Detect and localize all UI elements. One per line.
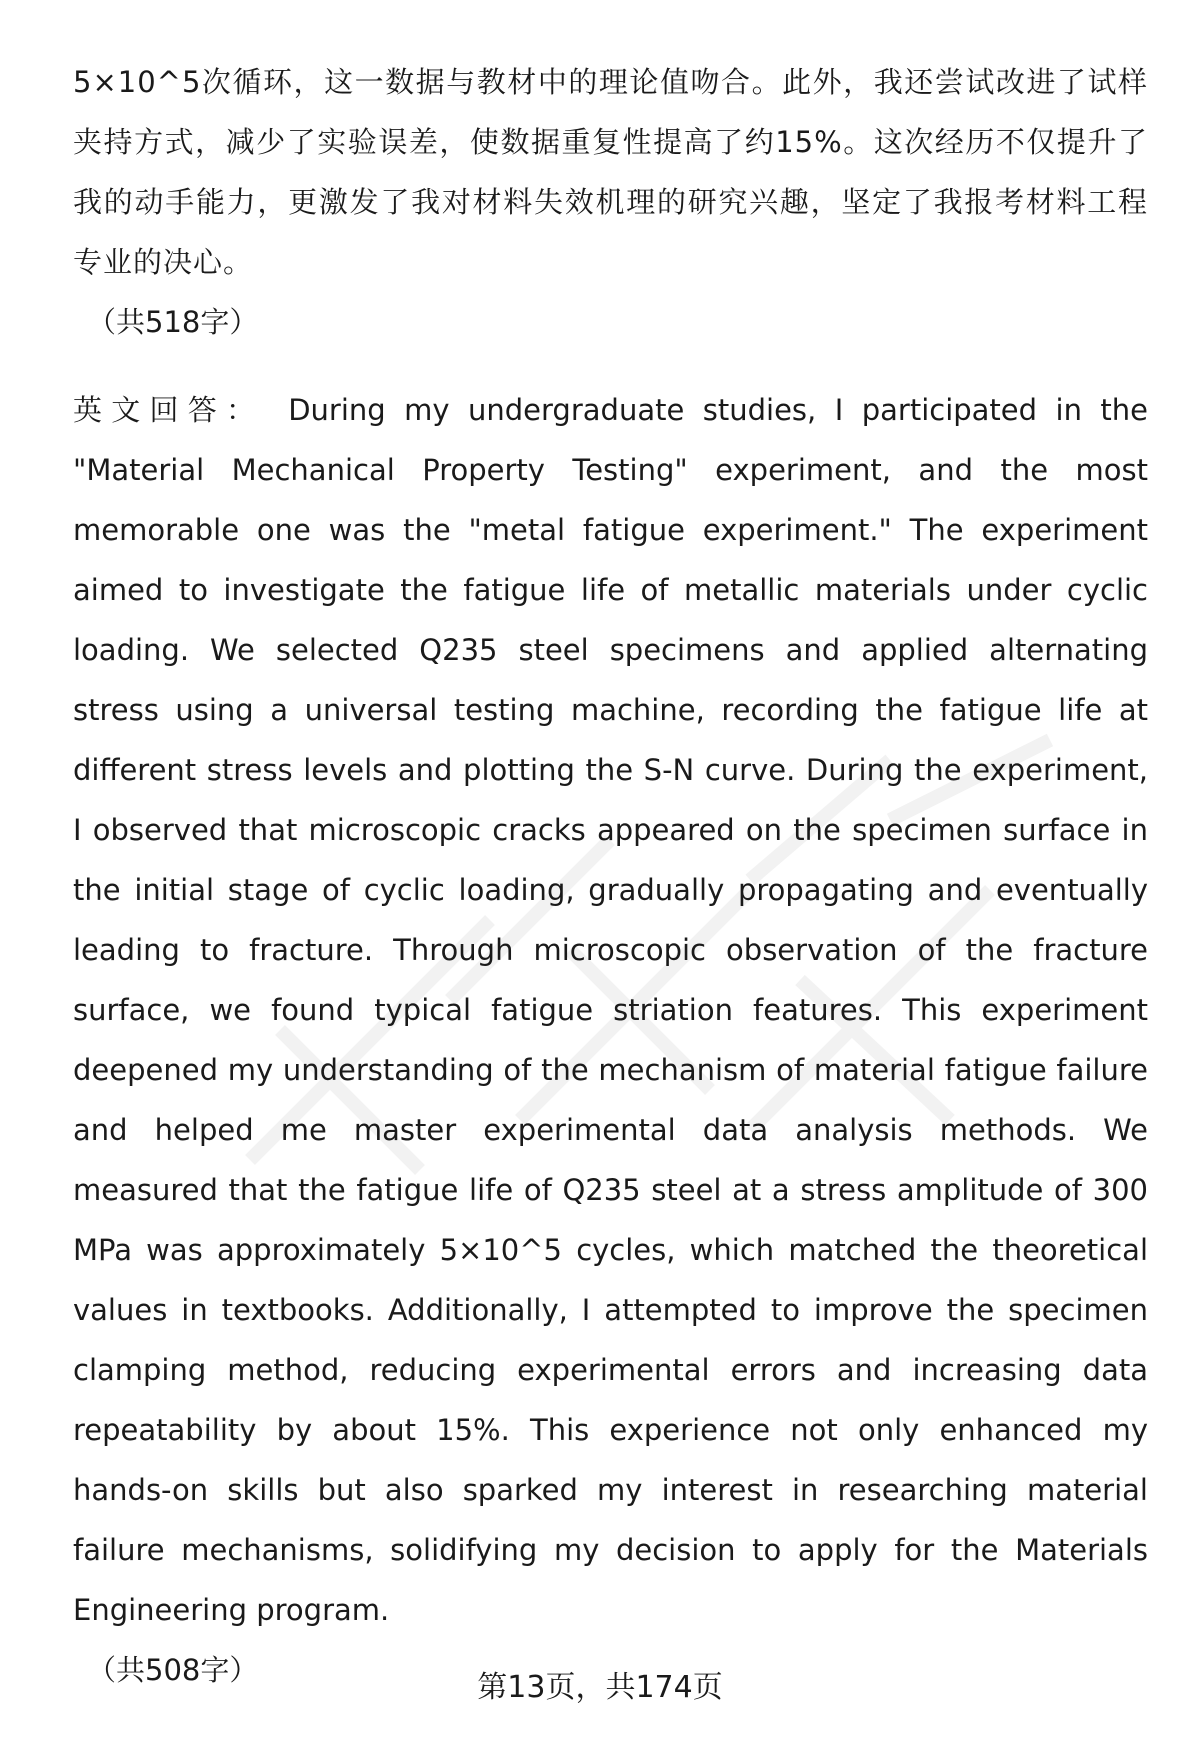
document-body (73, 52, 1148, 1700)
page-indicator: 第13页，共174页 (477, 1670, 723, 1705)
chinese-answer-continuation: 5×10^5次循环，这一数据与教材中的理论值吻合。此外，我还尝试改进了试样夹持方式，减少了实验误差，使数据重复性提高了约15%。这次经历不仅提升了我的动手能力，更激发了我对材料失效机理的研究兴趣，坚定了我报考材料工程专业的决心。 (73, 65, 1148, 279)
section-gap (73, 352, 1148, 380)
english-answer-label: 英文回答： (73, 393, 265, 427)
english-word-count: （共508字） (87, 1653, 259, 1687)
english-answer-paragraph (73, 380, 1148, 1640)
english-answer-text: During my undergraduate studies, I participated in the "Material Mechanical Property Testing" experiment, and the most memorable one was the "metal fatigue experiment." The experiment aimed to investigate the fatigue life of metallic materials under cyclic loading. We selected Q235 steel specimens and applied alternating stress using a universal testing machine, recording the fatigue life at different stress levels and plotting the S-N curve. During the experiment, I observed that microscopic cracks appeared on the specimen surface in the initial stage of cyclic loading, gradually propagating and eventually leading to fracture. Through microscopic observation of the fracture surface, we found typical fatigue striation features. This experiment deepened my understanding of the mechanism of material fatigue failure and helped me master experimental data analysis methods. We measured that the fatigue life of Q235 steel at a stress amplitude of 300 MPa was approximately 5×10^5 cycles, which matched the theoretical values in textbooks. Additionally, I attempted to improve the specimen clamping method, reducing experimental errors and increasing data repeatability by about 15%. This experience not only enhanced my hands-on skills but also sparked my interest in researching material failure mechanisms, solidifying my decision to apply for the Materials Engineering program. (73, 393, 1148, 1627)
chinese-word-count: （共518字） (87, 305, 259, 339)
